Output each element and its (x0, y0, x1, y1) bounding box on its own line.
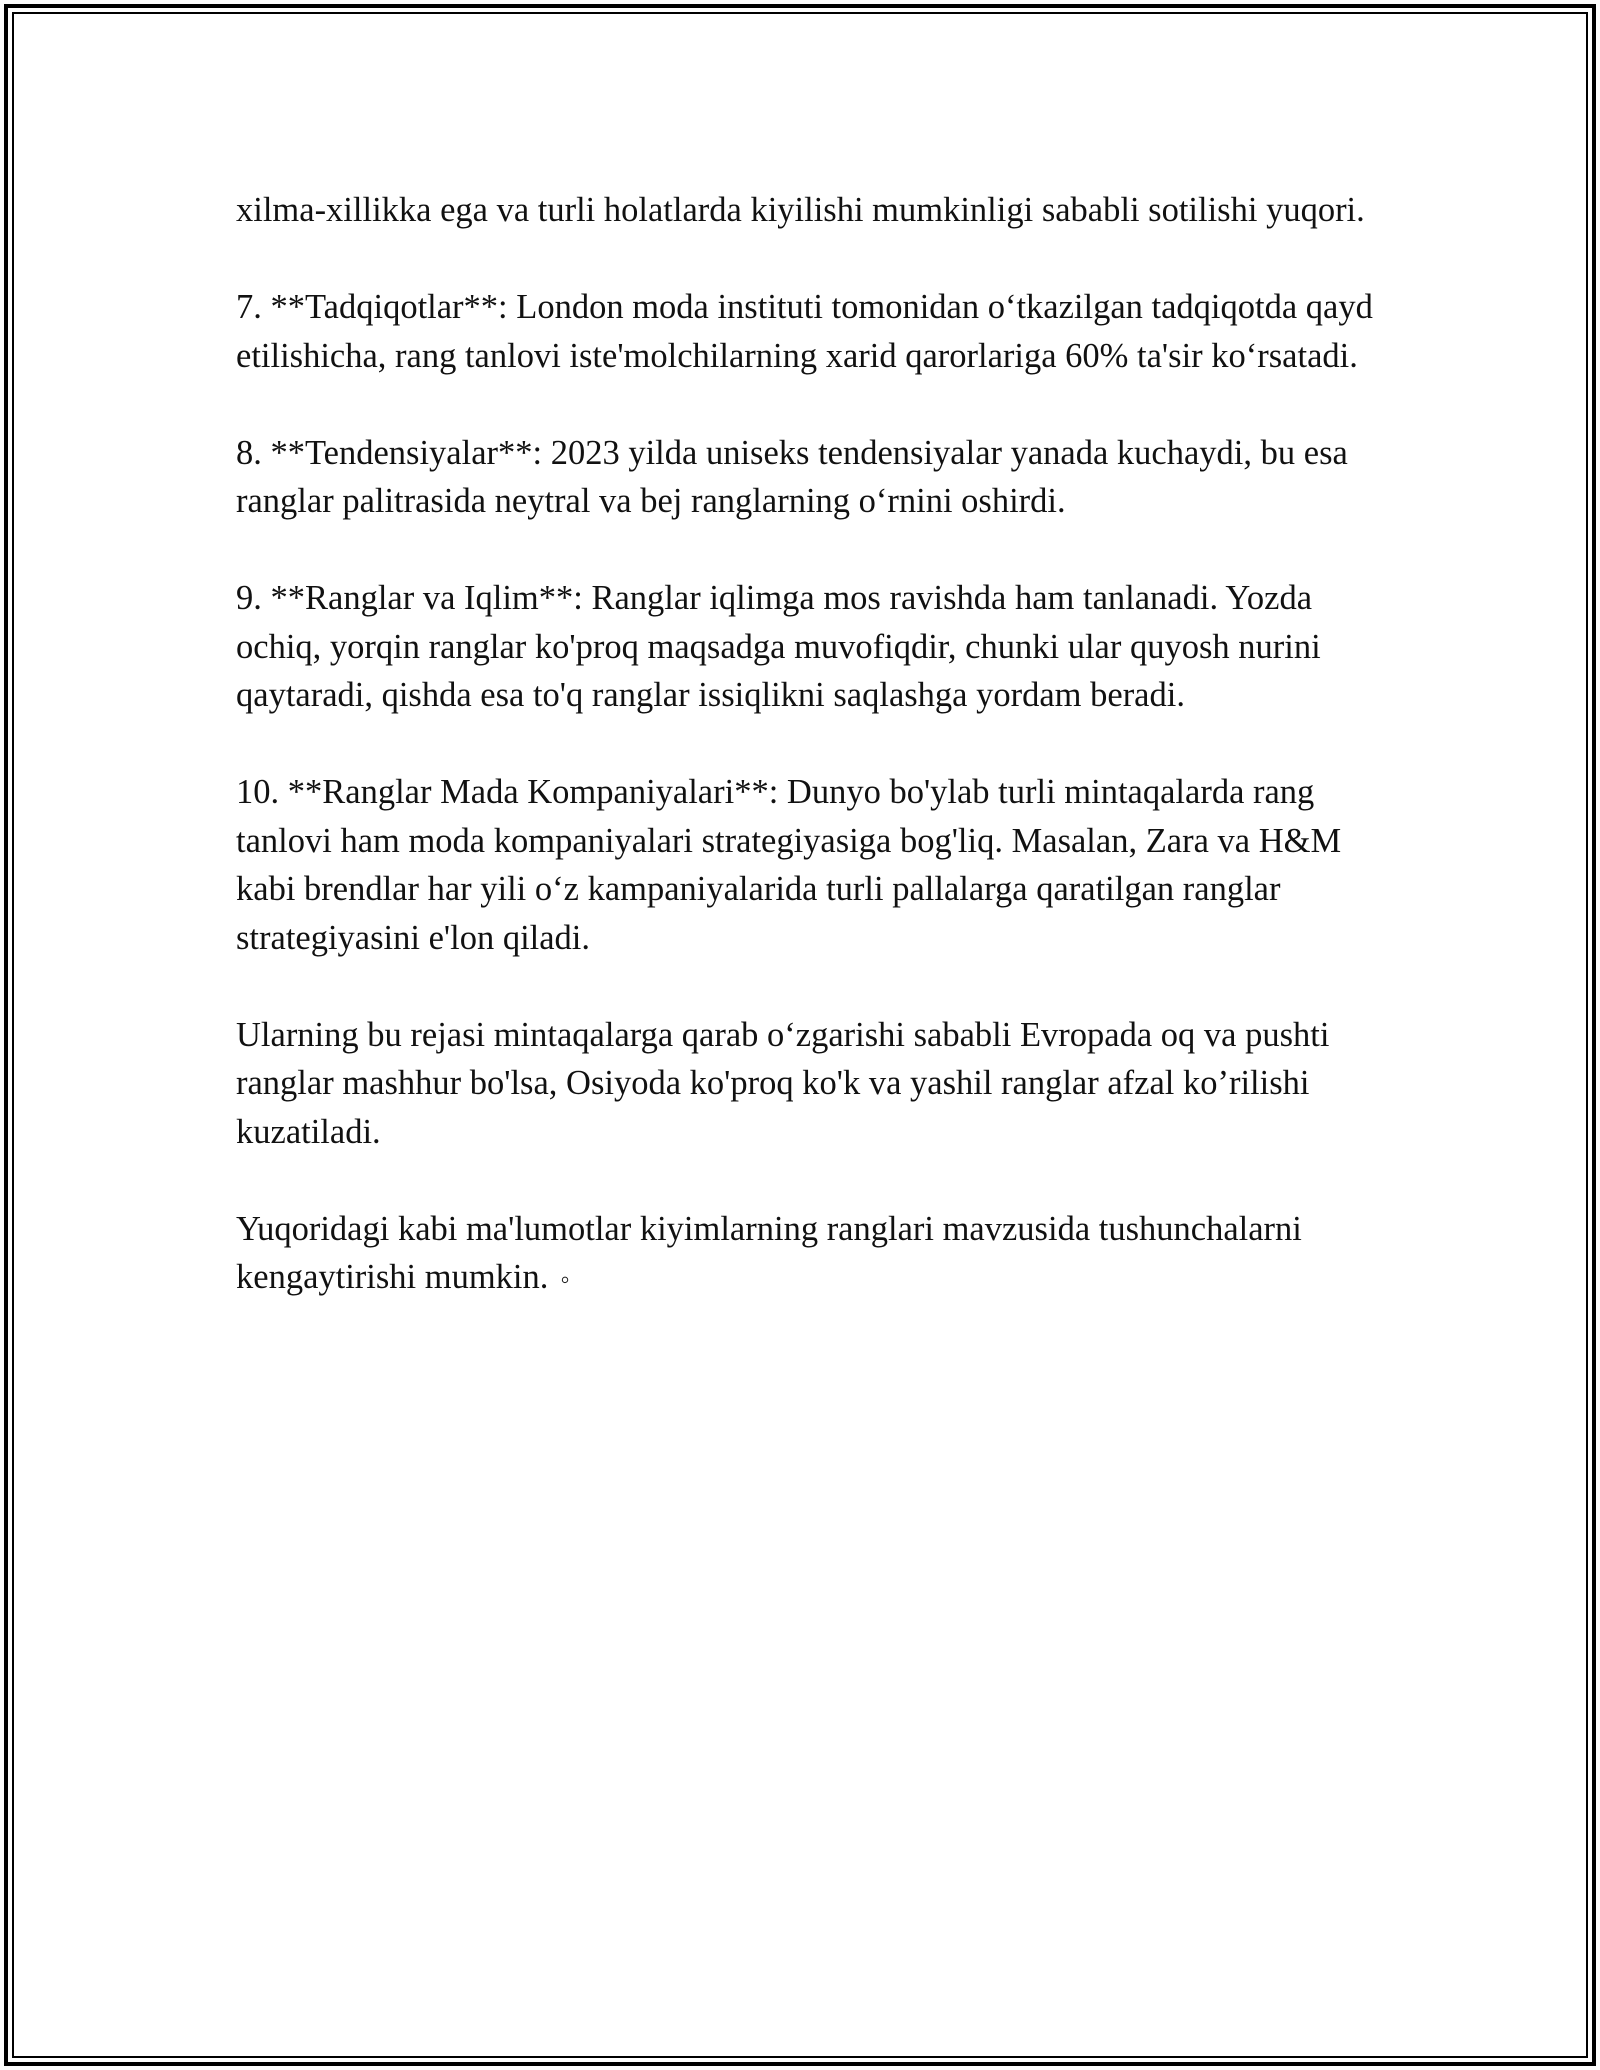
paragraph-continuation: xilma-xillikka ega va turli holatlarda kiyilishi mumkinligi sababli sotilishi yuqori. (236, 191, 1365, 229)
paragraph-research: 7. **Tadqiqotlar**: London moda instituti tomonidan o‘tkazilgan tadqiqotda qayd etilishicha, rang tanlovi iste'molchilarning xarid qarorlariga 60% ta'sir ko‘rsatadi. (236, 288, 1373, 375)
paragraph-colors-climate: 9. **Ranglar va Iqlim**: Ranglar iqlimga mos ravishda ham tanlanadi. Yozda ochiq, yorqin ranglar ko'proq maqsadga muvofiqdir, chunki ular quyosh nurini qaytaradi, qishda esa to'q ranglar issiqlikni saqlashga yordam beradi. (236, 579, 1321, 714)
paragraph-conclusion (236, 1205, 1376, 1305)
end-mark: ◦ (560, 1265, 570, 1294)
paragraph-regional-plan: Ularning bu rejasi mintaqalarga qarab o‘zgarishi sababli Evropada oq va pushti ranglar mashhur bo'lsa, Osiyoda ko'proq ko'k va yashil ranglar afzal ko’rilishi kuzatiladi. (236, 1015, 1330, 1151)
paragraph-fashion-companies: 10. **Ranglar Mada Kompaniyalari**: Dunyo bo'ylab turli mintaqalarda rang tanlovi ham moda kompaniyalari strategiyasiga bog'liq. Masalan, Zara va H&M kabi brendlar har yili o‘z kampaniyalarida turli pallalarga qaratilgan ranglar strategiyasini e'lon qiladi. (236, 773, 1342, 957)
conclusion-text: Yuqoridagi kabi ma'lumotlar kiyimlarning ranglari mavzusida tushunchalarni kengaytirishi mumkin. (236, 1209, 1302, 1296)
paragraph-trends: 8. **Tendensiyalar**: 2023 yilda uniseks tendensiyalar yanada kuchaydi, bu esa ranglar palitrasida neytral va bej ranglarning o‘rnini oshirdi. (236, 433, 1348, 520)
document-body (236, 186, 1376, 1305)
